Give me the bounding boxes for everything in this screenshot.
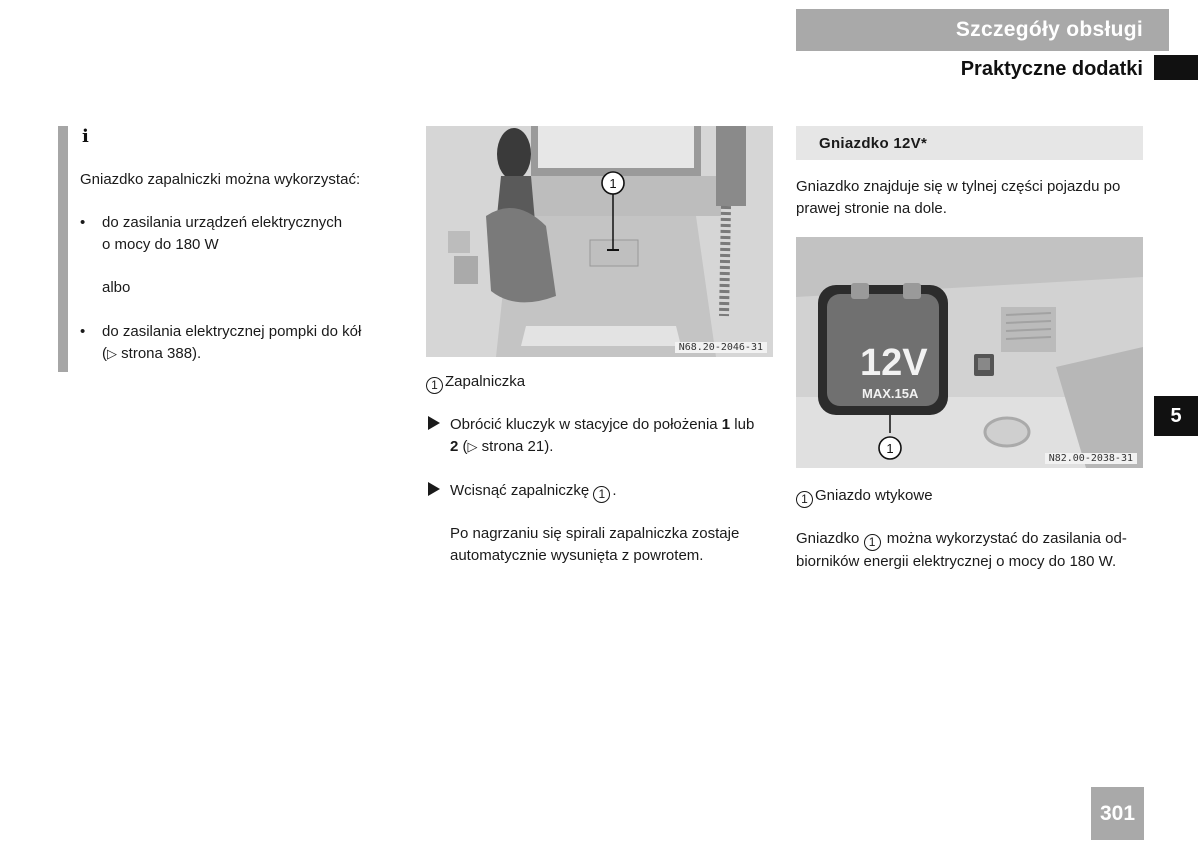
- bullet-icon: •: [80, 214, 86, 231]
- caption-socket: 1 Gniazdo wtykowe: [796, 485, 933, 508]
- step-arrow-icon: [428, 416, 440, 430]
- step-1: Obrócić kluczyk w stacyjce do położenia 1 lub 2 (▷ strona 21).: [428, 414, 778, 458]
- socket-location: Gniazdko znajduje się w tylnej części pojazdu po prawej stronie na dole.: [796, 178, 1121, 217]
- callout-number: 1: [796, 491, 813, 508]
- callout-number: 1: [864, 534, 881, 551]
- socket-label: 12V: [860, 342, 928, 384]
- photo-code: N68.20-2046-31: [675, 342, 767, 353]
- svg-text:1: 1: [609, 176, 617, 191]
- socket-usage: Gniazdko 1 można wykorzystać do zasilania od- biorników energii elektrycznej o mocy do 180 W.: [796, 530, 1127, 570]
- callout-number: 1: [426, 377, 443, 394]
- info-bullet-2: • do zasilania elektrycznej pompki do kół (▷ strona 388).: [80, 323, 362, 362]
- socket-sublabel: MAX.15A: [862, 386, 919, 401]
- gear-shift-photo: [426, 126, 773, 357]
- info-intro: Gniazdko zapalniczki można wykorzystać:: [80, 171, 361, 188]
- page-ref-link[interactable]: strona 388).: [117, 345, 202, 362]
- info-albo: albo: [102, 279, 131, 296]
- page-ref-icon: ▷: [467, 439, 478, 454]
- info-box-bar: [58, 126, 68, 372]
- svg-text:1: 1: [886, 441, 894, 456]
- info-icon: i: [82, 126, 89, 147]
- step-arrow-icon: [428, 482, 440, 496]
- info-bullet-1: [80, 212, 342, 256]
- caption-lighter: 1 Zapalniczka: [426, 371, 525, 394]
- section-title: Szczegóły obsługi: [796, 9, 1169, 51]
- page-ref-icon: ▷: [107, 346, 117, 361]
- page-number: 301: [1091, 787, 1144, 840]
- callout-number: 1: [593, 486, 610, 503]
- bullet-icon: •: [80, 323, 86, 340]
- step-2: Wcisnąć zapalniczkę 1 .: [428, 480, 617, 503]
- chapter-tab[interactable]: 5: [1154, 396, 1198, 436]
- header-marker: [1154, 55, 1198, 80]
- page-ref-link[interactable]: strona 21).: [477, 438, 554, 455]
- bullet-2-line1: do zasilania elektrycznej pompki do kół: [102, 323, 362, 340]
- socket-photo: [796, 237, 1143, 468]
- section-heading-socket: Gniazdko 12V*: [796, 126, 1143, 160]
- bullet-1-line1: do zasilania urządzeń elektrycznych: [102, 214, 343, 231]
- subsection-title: Praktyczne dodatki: [960, 58, 1143, 80]
- bullet-1-line2: o mocy do 180 W: [102, 236, 219, 253]
- note-lighter: Po nagrzaniu się spirali zapalniczka zostaje automatycznie wysunięta z powrotem.: [450, 525, 740, 564]
- photo-code: N82.00-2038-31: [1045, 453, 1137, 464]
